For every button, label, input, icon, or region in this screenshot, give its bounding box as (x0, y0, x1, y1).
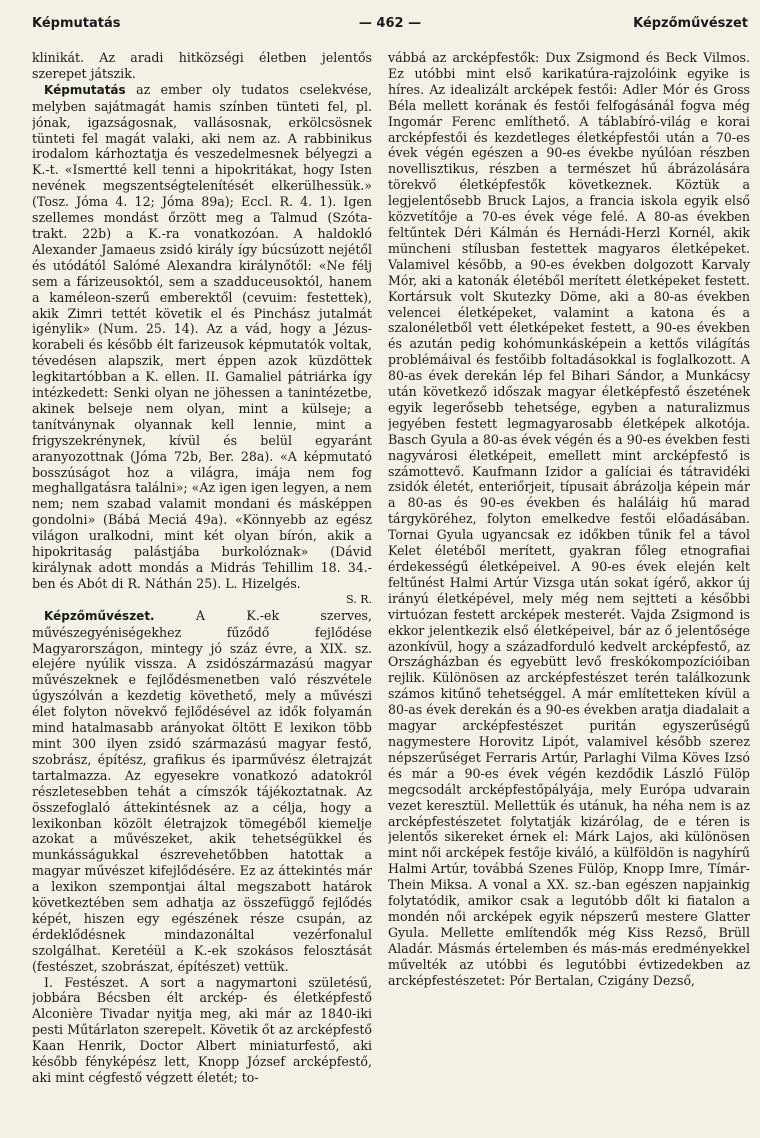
author-signature: S. R. (346, 592, 372, 606)
right-column (388, 50, 750, 1130)
entry-text-kepmutatas: az ember oly tudatos cselekvése, melyben sajátmagát hamis színben tünteti fel, pl. jónak, igazságosnak, vallásosnak, erkölcsösnek tünteti fel magát valaki, aki nem az. A rabbinikus irodalom kárhoztatja és veszedelmesnek bélyegzi a K.-t. «Ismertté kell tenni a hipokritákat, hogy Isten nevének megszentségtelenítését elkerülhessük.» (Tosz. Jóma 4. 12; Jóma 89a); Eccl. R. 4. 1). Igen szellemes mondást őrzött meg a Talmud (Szóta-trakt. 22b) a K.-ra vonatkozóan. A haldokló Alexander Jamaeus zsidó király így búcsúzott nejétől és utódától Salómé Alexandra királynőtől: «Ne félj sem a fárizeusoktól, sem a szadduceusoktól, hanem a kaméleon-szerű emberektől (cevuim: festettek), akik Zimri tettét követik el és Pinchász jutalmát igénylik» (Num. 25. 14). Az a vád, hogy a Jézus-korabeli és később élt farizeusok képmutatók voltak, tévedésen alapszik, mert éppen azok küzdöttek legkitartóbban a K. ellen. II. Gamaliel pátriárka így intézkedett: Senki olyan ne jöhessen a tanintézetbe, akinek belseje nem olyan, mint a külseje; a tanítványnak olyannak kell lennie, mint a frigyszekrénynek, kívül és belül egyaránt aranyozottnak (Jóma 72b, Ber. 28a). «A képmutató bosszúságot hoz a világra, imája nem fog meghallgatásra találni»; «Az igen igen legyen, a nem nem; nem szabad valamit mondani és másképpen gondolni» (Bábá Meciá 49a). «Könnyebb az egész világon uralkodni, mint két olyan bírón, akik a hipokritaság palástjába burkolóznak» (Dávid királynak adott mondás a Midrás Tehillim 18. 34.-ben és Abót di R. Náthán 25). L. Hizelgés. (32, 81, 372, 591)
entry-kepmutatas (32, 82, 372, 592)
entry-text-kepzomuveszet: A K.-ek szerves, művészegyéniségekhez fűződő fejlődése Magyarországon, mintegy jó száz évre, a XIX. sz. elejére nyúlik vissza. A zsidószármazású magyar művészeknek e fejlődésmenetben való részvétele úgyszólván a kezdetig követhető, mely a művészi élet folyton növekvő fejlődésével az idők folyamán mind hatalmasabb arányokat öltött E lexikon több mint 300 ilyen zsidó származású magyar festő, szobrász, építész, grafikus és iparművész életrajzát tartalmazza. Az egyesekre vonatkozó adatokról részletesebben tehát a címszók tájékoztatnak. Az összefoglaló áttekintésnek az a célja, hogy a lexikonban közölt életrajzok tömegéből kiemelje azokat a művészeket, akik tehetségükkel és munkásságukkal észrevehetőbben hatottak a magyar művészet kifejlődésére. Ez az áttekintés már a lexikon szempontjai által megszabott határok következtében sem adhatja az összefüggő fejlődés képét, hiszen egy egészének része csupán, az érdeklődésnek mindazonáltal vezérfonalul szolgálhat. Keretéül a K.-ek szokásos felosztását (festészet, szobrászat, építészet) vettük. (32, 607, 372, 974)
section-festeszet: I. Festészet. A sort a nagymartoni születésű, jobbára Bécsben élt arckép- és életképfestő Alconière Tivadar nyitja meg, aki már az 1840-iki pesti Műtárlaton szerepelt. Követik őt az arcképfestő Kaan Henrik, Doctor Albert miniaturfestő, aki később fényképész lett, Knopp József arcképfestő, aki mint cégfestő végzett életét; to- (32, 974, 372, 1085)
paragraph-aradi: klinikát. Az aradi hitközségi életben jelentős szerepet játszik. (32, 50, 372, 81)
left-column (32, 50, 372, 1130)
entry-term-kepzomuveszet: Képzőművészet. (44, 608, 155, 623)
header-right-keyword: Képzőművészet (633, 16, 748, 31)
entry-kepzomuveszet (32, 608, 372, 975)
entry-term-kepmutatas: Képmutatás (44, 82, 126, 97)
header-left-keyword: Képmutatás (32, 16, 121, 31)
paragraph-arckepfestok: vábbá az arcképfestők: Dux Zsigmond és Beck Vilmos. Ez utóbbi mint első karikatúra-rajzolóink egyike is híres. Az idealizált arcképek festői: Adler Mór és Gross Béla mellett korának és festői felfogásánál fogva még Ingomár Ferenc említhető. A táblabíró-világ e korai arcképfestői és kezdetleges életképfestői után a 70-es évek végén egészen a 90-es évekbe nyúlóan részben novellisztikus, részben a természet hű ábrázolására törekvő életképfestők következnek. Köztük a legjelentősebb Bruck Lajos, a francia iskola egyik első közvetítője a 70-es évek vége felé. A 80-as években feltűntek Déri Kálmán és Hernádi-Herzl Kornél, akik müncheni stílusban festettek magyaros életképeket. Valamivel később, a 90-es években dolgozott Karvaly Mór, aki a katonák életéből merített életképeket festett. Kortársuk volt Skutezky Döme, aki a 80-as években velencei életképeket, valamint a katona és a szalonéletből vett életképeket festett, a 90-es években és azután pedig kohómunkásképein a kettős világítás problémáival és festőibb foltadásokkal is foglalkozott. A 80-as évek derekán lép fel Bihari Sándor, a Munkácsy után következő időszak magyar életképfestő észetének egyik legerősebb tehetsége, egyben a naturalizmus jegyében festett legmagyarosabb életképek alkotója. Basch Gyula a 80-as évek végén és a 90-es években festi nagyvárosi életképeit, emellett mint arcképfestő is számottevő. Kaufmann Izidor a galíciai és tátravidéki zsidók életét, enteriőrjeit, típusait ábrázolja képein már a 80-as és 90-es években és haláláig hű marad tárgyköréhez, folyton emelkedve festői előadásában. Tornai Gyula ugyancsak ez időkben tűnik fel a távol Kelet életéből merített, gyakran főleg etnografiai érdekességű életképeivel. A 90-es évek elején kelt feltűnést Halmi Artúr Vizsga után sokat ígérő, akkor új irányú életképével, mely még nem sejtteti a későbbi virtuózan festett arcképek mesterét. Vajda Zsigmond is ekkor jelentkezik első életképeivel, bár az ő jelentősége azonkívül, hogy a századforduló kedvelt arcképfestő, az Országházban és egyebütt levő freskókompozícióiban rejlik. Különösen az arcképfestészet terén találkozunk számos kitűnő tehetséggel. A már említetteken kívül a 80-as évek derekán és a 90-es években aratja diadalait a magyar arcképfestészet puritán egyszerűségű nagymestere Horovitz Lipót, valamivel később szerez népszerűséget Ferraris Artúr, Parlaghi Vilma Köves Izsó és már a 90-es évek végén kezdődik László Fülöp megcsodált arcképfestőpályája, mely Európa udvarain vezet keresztül. Mellettük és utánuk, ha néha nem is az arcképfestészetet folytatják kizárólag, de e téren is jelentős sikereket érnek el: Márk Lajos, aki különösen mint női arcképek festője kiváló, a külföldön is nagyhírű Halmi Artúr, továbbá Szenes Fülöp, Knopp Imre, Tímár-Thein Miksa. A vonal a XX. sz.-ban egészen napjainkig folytatódik, amikor csak a legutóbb dőlt ki fiatalon a mondén női arcképek egyik népszerű mestere Glatter Gyula. Mellette említendők még Kiss Rezső, Brüll Aladár. Másmás értelemben és más-más eredményekkel művelték az utóbbi és legutóbbi évtizedekben az arcképfestészetet: Pór Bertalan, Czigány Dezső, (388, 50, 750, 988)
running-header (32, 16, 748, 38)
page-number: — 462 — (358, 16, 422, 31)
